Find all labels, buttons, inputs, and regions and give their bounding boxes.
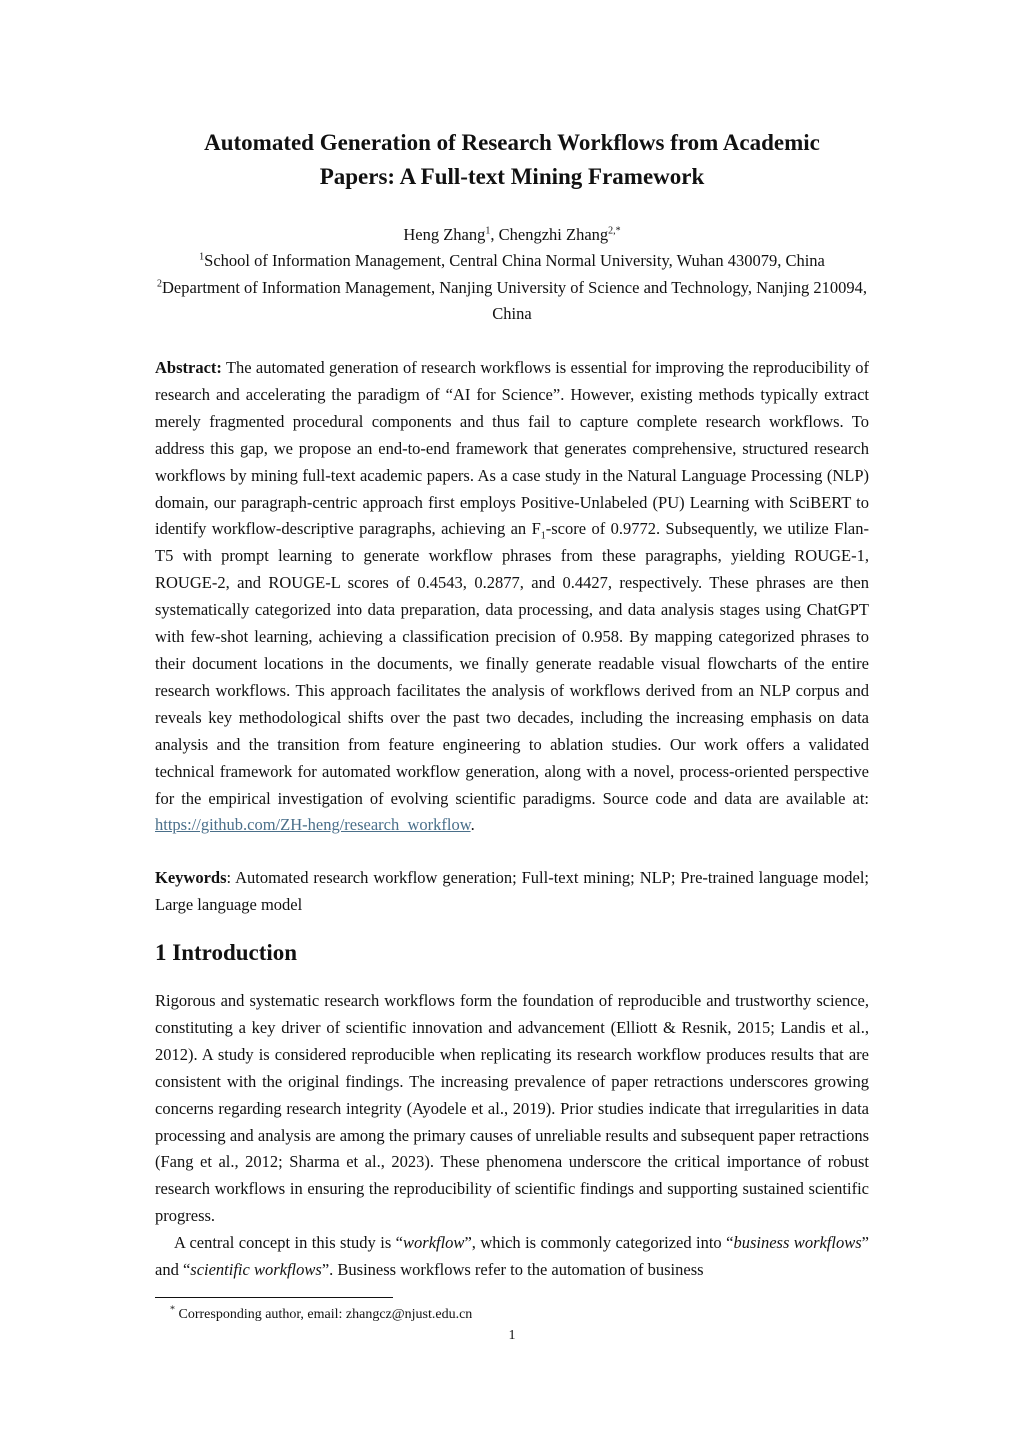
abstract (155, 355, 869, 839)
footnote-marker: * (170, 1304, 175, 1316)
intro-paragraph-1: Rigorous and systematic research workflows form the foundation of reproducible and trustworthy science, constituting a key driver of scientific innovation and advancement (Elliott & Resnik, 2015; Landis et al., 2012). A study is considered reproducible when replicating its research workflow produces results that are consistent with the original findings. The increasing prevalence of paper retractions underscores growing concerns regarding research integrity (Ayodele et al., 2019). Prior studies indicate that irregularities in data processing and analysis are among the primary causes of unreliable results and subsequent paper retractions (Fang et al., 2012; Sharma et al., 2023). These phenomena underscore the critical importance of robust research workflows in ensuring the reproducibility of scientific findings and supporting sustained scientific progress. (155, 991, 869, 1226)
source-code-link[interactable]: https://github.com/ZH-heng/research_workflow (155, 815, 471, 835)
abstract-f1-subscript: 1 (540, 530, 546, 542)
p2-italic-business-workflows: business workflows (733, 1233, 862, 1252)
footnote-divider (155, 1297, 393, 1298)
author-separator: , (490, 225, 499, 244)
author-1-affil-marker: 1 (485, 225, 491, 237)
footnote-text: Corresponding author, email: zhangcz@njust.edu.cn (175, 1307, 473, 1322)
title-line-1: Automated Generation of Research Workflows from Academic (204, 130, 820, 155)
affiliation-2-marker: 2 (157, 278, 163, 290)
affiliation-1 (150, 248, 874, 274)
p2-text-d: ”. Business workflows refer to the automation of business (321, 1259, 704, 1279)
author-list (0, 222, 1024, 248)
abstract-end: . (470, 815, 475, 835)
title-line-2: Papers: A Full-text Mining Framework (319, 164, 705, 189)
p2-text-b: ”, which is commonly categorized into “ (464, 1233, 734, 1252)
footnote (170, 1305, 472, 1325)
p2-italic-scientific-workflows: scientific workflows (190, 1259, 322, 1279)
keywords-text: : Automated research workflow generation; Full-text mining; NLP; Pre-trained language model; Large language model (155, 868, 869, 914)
intro-paragraph-2 (155, 1230, 869, 1284)
abstract-text-a: The automated generation of research workflows is essential for improving the reproducibility of research and accelerating the paradigm of “AI for Science”. However, existing methods typically extract merely fragmented procedural components and thus fail to capture complete research workflows. To address this gap, we propose an end-to-end framework that generates comprehensive, structured research workflows by mining full-text academic papers. As a case study in the Natural Language Processing (NLP) domain, our paragraph-centric approach first employs Positive-Unlabeled (PU) Learning with SciBERT to identify workflow-descriptive paragraphs, achieving an F (155, 358, 869, 539)
p2-text-c: ” and “ (155, 1233, 869, 1279)
affiliation-2-text: Department of Information Management, Nanjing University of Science and Technology, Nanjing 210094, China (162, 278, 867, 323)
author-2: Chengzhi Zhang (498, 225, 609, 244)
page-number: 1 (508, 1328, 516, 1343)
affiliation-1-text: School of Information Management, Central China Normal University, Wuhan 430079, China (204, 251, 825, 270)
p2-text-a: A central concept in this study is “ (174, 1233, 404, 1252)
keywords (155, 865, 869, 919)
affiliation-1-marker: 1 (199, 251, 205, 263)
section-heading-introduction: 1 Introduction (155, 940, 298, 965)
abstract-label: Abstract: (155, 358, 222, 377)
abstract-text-b: -score of 0.9772. Subsequently, we utilize Flan-T5 with prompt learning to generate workflow phrases from these paragraphs, yielding ROUGE-1, ROUGE-2, and ROUGE-L scores of 0.4543, 0.2877, and 0.4427, respectively. These phrases are then systematically categorized into data preparation, data processing, and data analysis stages using ChatGPT with few-shot learning, achieving a classification precision of 0.958. By mapping categorized phrases to their document locations in the documents, we finally generate readable visual flowcharts of the entire research workflows. This approach facilitates the analysis of workflows derived from an NLP corpus and reveals key methodological shifts over the past two decades, including the increasing emphasis on data analysis and the transition from feature engineering to ablation studies. Our work offers a validated technical framework for automated workflow generation, along with a novel, process-oriented perspective for the empirical investigation of evolving scientific paradigms. Source code and data are available at: (155, 519, 869, 808)
author-2-affil-marker: 2,* (608, 225, 621, 237)
p2-italic-workflow: workflow (403, 1233, 465, 1252)
affiliation-2 (150, 275, 874, 327)
paper-title (150, 126, 874, 194)
author-1: Heng Zhang (403, 225, 486, 244)
keywords-label: Keywords (155, 868, 227, 887)
